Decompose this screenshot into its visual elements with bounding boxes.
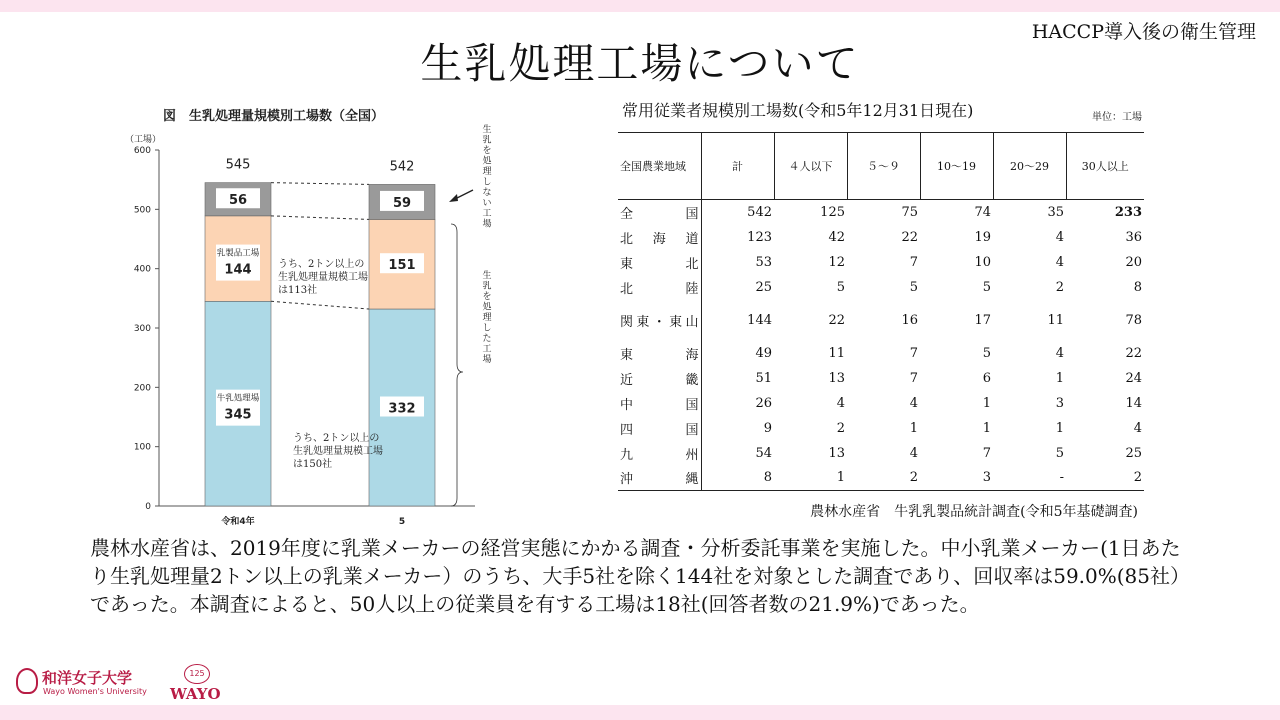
dashed-connector (271, 216, 369, 220)
y-tick-label: 600 (133, 146, 151, 156)
region-cell: 北海道 (618, 225, 701, 250)
table-header-cell: 10～19 (920, 133, 993, 200)
annotation-line: うち、2トン以上の (293, 433, 380, 444)
value-cell: 22 (828, 312, 845, 328)
annotation-upper (278, 257, 368, 296)
table-header-cell: 計 (701, 133, 774, 200)
y-tick-label: 500 (133, 205, 151, 216)
value-cell: 22 (901, 229, 918, 245)
bar-value-label: 144 (224, 262, 252, 278)
page-title: 生乳処理工場について (420, 39, 860, 88)
category-label: 5 (398, 517, 406, 527)
value-cell: 4 (1133, 420, 1142, 436)
table-row (618, 250, 1144, 275)
vertical-char: 生 (482, 125, 492, 135)
chart-title: 図 生乳処理量規模別工場数（全国） (163, 109, 385, 124)
value-cell: 36 (1125, 229, 1142, 245)
body-paragraph: 農林水産省は、2019年度に乳業メーカーの経営実態にかかる調査・分析委託事業を実施した。中小乳業メーカー(1日あたり生乳処理量2トン以上の乳業メーカー）のうち、大手5社を除く144社を対象とした調査であり、回収率は59.0%(85社）であった。本調査によると、50人以上の従業員を有する工場は18社(回答者数の21.9%)であった。 (90, 536, 1191, 616)
table-header-cell: 20～29 (993, 133, 1066, 200)
bar-value-label: 56 (228, 193, 248, 209)
header-label: HACCP導入後の衛生管理 (1031, 21, 1256, 43)
table-row (618, 275, 1144, 300)
anniversary-badge: 125 (184, 664, 210, 684)
stacked-bar-chart (115, 100, 505, 530)
table-row (618, 341, 1144, 366)
value-cell: 3 (1055, 395, 1064, 411)
value-cell: 25 (1125, 445, 1142, 461)
value-cell: 1 (774, 466, 847, 491)
logo-name: 和洋女子大学 (42, 669, 133, 687)
value-cell: 19 (974, 229, 991, 245)
annotation-line: 生乳処理量規模工場 (293, 446, 383, 457)
value-cell: 26 (755, 395, 772, 411)
arrow-head-icon (449, 194, 458, 202)
table-header-cell: ５～９ (847, 133, 920, 200)
value-cell: 2 (847, 466, 920, 491)
bottom-band (0, 705, 1280, 720)
value-cell: 4 (1055, 254, 1064, 270)
table-row (618, 300, 1144, 341)
value-cell: 542 (747, 204, 772, 220)
vertical-char: 処 (482, 156, 492, 167)
y-tick-label: 0 (145, 502, 151, 512)
vertical-char: 理 (482, 167, 492, 177)
vertical-char: い (482, 198, 492, 209)
value-cell: 125 (820, 204, 845, 220)
table-title: 常用従業者規模別工場数(令和5年12月31日現在) (622, 101, 974, 120)
logo-subtitle: Wayo Women's University (43, 687, 147, 696)
value-cell: 54 (755, 445, 772, 461)
value-cell: 13 (828, 445, 845, 461)
value-cell: 5 (836, 279, 845, 295)
value-cell: 2 (1066, 466, 1144, 491)
annotation-milk (482, 269, 491, 365)
value-cell: 144 (747, 312, 772, 328)
value-cell: 22 (1125, 345, 1142, 361)
value-cell: 8 (1133, 279, 1142, 295)
table-row (618, 466, 1144, 491)
value-cell: 75 (901, 204, 918, 220)
value-cell: 16 (901, 312, 918, 328)
vertical-char: 工 (482, 209, 492, 219)
value-cell: 8 (701, 466, 774, 491)
bar-value-label: 345 (224, 407, 252, 423)
region-cell: 沖縄 (618, 466, 701, 491)
region-cell: 全国 (618, 200, 701, 225)
value-cell: 20 (1125, 254, 1142, 270)
bar-value-label: 151 (388, 258, 416, 274)
series-name-label: 乳製品工場 (216, 248, 260, 259)
crest-icon (16, 668, 38, 694)
value-cell: 78 (1125, 312, 1142, 328)
value-cell: 123 (747, 229, 772, 245)
vertical-char: た (482, 334, 492, 344)
value-cell: 53 (755, 254, 772, 270)
value-cell: 5 (1055, 445, 1064, 461)
dashed-connector (271, 301, 369, 309)
value-cell: 11 (828, 345, 845, 361)
table-row (618, 200, 1144, 225)
bar-value-label: 332 (388, 401, 416, 417)
table-row (618, 416, 1144, 441)
value-cell: 74 (974, 204, 991, 220)
region-cell: 北陸 (618, 275, 701, 300)
vertical-char: 処 (482, 302, 492, 313)
annotation-no-milk (482, 123, 491, 230)
value-cell: 9 (763, 420, 772, 436)
annotation-line: は150社 (293, 459, 333, 470)
brace-icon (451, 224, 463, 506)
vertical-char: し (482, 323, 492, 334)
table-row (618, 391, 1144, 416)
bar-total-label: 542 (389, 159, 415, 175)
value-cell: 12 (828, 254, 845, 270)
region-cell: 九州 (618, 441, 701, 466)
table-row (618, 441, 1144, 466)
bar-value-label: 59 (392, 195, 412, 211)
y-tick-label: 100 (133, 442, 151, 453)
y-tick-label: 400 (133, 264, 151, 275)
value-cell: 7 (909, 370, 918, 386)
value-cell: 4 (909, 445, 918, 461)
value-cell: 1 (982, 420, 991, 436)
value-cell: 2 (836, 420, 845, 436)
employee-scale-table (618, 132, 1144, 491)
value-cell: 5 (982, 345, 991, 361)
value-cell: 13 (828, 370, 845, 386)
region-cell: 東海 (618, 341, 701, 366)
annotation-line: うち、2トン以上の (278, 259, 365, 270)
value-cell: 14 (1125, 395, 1142, 411)
value-cell: 5 (982, 279, 991, 295)
value-cell: - (993, 466, 1066, 491)
series-name-label: 牛乳処理場 (216, 393, 260, 404)
table-header-cell: 30人以上 (1066, 133, 1144, 200)
value-cell: 4 (1055, 229, 1064, 245)
top-band (0, 0, 1280, 12)
y-tick-label: 200 (133, 383, 151, 394)
bar-total-label: 545 (225, 157, 251, 173)
value-cell: 4 (1055, 345, 1064, 361)
table-row (618, 366, 1144, 391)
y-axis-label: （工場） (125, 135, 162, 145)
y-tick-label: 300 (133, 324, 151, 334)
value-cell: 5 (909, 279, 918, 295)
value-cell: 25 (755, 279, 772, 295)
value-cell: 1 (982, 395, 991, 411)
value-cell: 4 (836, 395, 845, 411)
vertical-char: 乳 (482, 135, 492, 146)
dashed-connector (271, 183, 369, 185)
region-cell: 近畿 (618, 366, 701, 391)
value-cell: 7 (909, 254, 918, 270)
value-cell: 42 (828, 229, 845, 245)
value-cell: 7 (982, 445, 991, 461)
value-cell: 3 (920, 466, 993, 491)
vertical-char: を (482, 292, 492, 302)
value-cell: 49 (755, 345, 772, 361)
value-cell: 11 (1047, 312, 1064, 328)
region-cell: 東北 (618, 250, 701, 275)
value-cell: 1 (1055, 420, 1064, 436)
region-cell: 関東・東山 (618, 300, 701, 341)
vertical-char: 場 (482, 219, 492, 230)
table-header-cell: 全国農業地域 (618, 133, 701, 200)
vertical-char: を (482, 146, 492, 156)
value-cell: 233 (1114, 204, 1142, 220)
vertical-char: 理 (482, 313, 492, 323)
vertical-char: 乳 (482, 281, 492, 292)
value-cell: 4 (909, 395, 918, 411)
value-cell: 24 (1125, 370, 1142, 386)
vertical-char: し (482, 177, 492, 188)
value-cell: 1 (1055, 370, 1064, 386)
table-header-cell: ４人以下 (774, 133, 847, 200)
value-cell: 1 (909, 420, 918, 436)
value-cell: 10 (974, 254, 991, 270)
university-logo (16, 664, 226, 704)
value-cell: 17 (974, 312, 991, 328)
value-cell: 2 (1055, 279, 1064, 295)
table-unit: 単位：工場 (1092, 112, 1142, 123)
annotation-line: 生乳処理量規模工場 (278, 272, 368, 283)
vertical-char: な (482, 188, 492, 198)
table-source: 農林水産省 牛乳乳製品統計調査(令和5年基礎調査) (810, 504, 1138, 520)
annotation-line: は113社 (278, 285, 318, 296)
region-cell: 四国 (618, 416, 701, 441)
logo-wayo: WAYO (170, 685, 221, 703)
table-row (618, 225, 1144, 250)
vertical-char: 生 (482, 271, 492, 281)
category-label: 令和4年 (221, 517, 255, 527)
value-cell: 51 (755, 370, 772, 386)
region-cell: 中国 (618, 391, 701, 416)
value-cell: 7 (909, 345, 918, 361)
vertical-char: 工 (482, 344, 492, 355)
value-cell: 6 (982, 370, 991, 386)
value-cell: 35 (1047, 204, 1064, 220)
vertical-char: 場 (482, 355, 492, 365)
